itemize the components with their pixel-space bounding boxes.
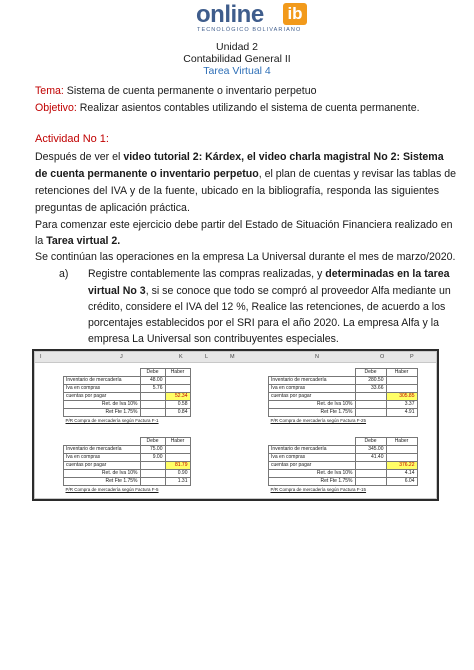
- table-cell: [140, 409, 165, 417]
- item-a-marker: a): [59, 268, 69, 280]
- col-header: M: [230, 354, 235, 360]
- table-row: [269, 377, 418, 385]
- course-title: Contabilidad General II: [183, 53, 291, 65]
- table-cell: Ret. de Iva 10%: [269, 470, 356, 478]
- table-cell: [140, 393, 165, 401]
- table-cell: [355, 470, 386, 478]
- tema-text: Sistema de cuenta permanente o inventario perpetuo: [63, 85, 317, 97]
- text-span: , el plan de cuentas y revisar las tablas de: [258, 168, 456, 180]
- table-cell: [269, 369, 356, 377]
- col-header: P: [410, 354, 414, 360]
- item-a-line4: porcentajes establecidos por el SRI para el año 2020. La empresa Alfa y la: [88, 317, 439, 329]
- text-span: , si se conoce que todo se compró al proveedor Alfa mediante un: [145, 285, 451, 297]
- journal-table: [268, 437, 418, 493]
- logo-badge: ib: [283, 3, 307, 25]
- table-cell: cuentas por pagar: [64, 462, 141, 470]
- table-cell: cuentas por pagar: [269, 462, 356, 470]
- table-cell: [386, 454, 417, 462]
- entry-note: P/R Compra de mercadería según Factura F-25: [270, 418, 367, 423]
- table-cell: 75.00: [140, 446, 165, 454]
- table-row: [64, 393, 191, 401]
- table-row: [269, 385, 418, 393]
- table-row: [64, 446, 191, 454]
- table-row: [269, 462, 418, 470]
- table-row: [269, 393, 418, 401]
- table-cell: 4.91: [386, 409, 417, 417]
- table-cell: [165, 385, 190, 393]
- table-cell: 0.58: [165, 401, 190, 409]
- table-row: [64, 486, 191, 494]
- table-cell: Haber: [386, 438, 417, 446]
- text-span: video tutorial 2: Kárdex, el video charla magistral No 2: Sistema: [123, 151, 444, 163]
- table-cell: 33.66: [355, 385, 386, 393]
- table-cell: [165, 454, 190, 462]
- item-a-line5: empresa La Universal son contribuyentes especiales.: [88, 333, 339, 345]
- table-cell: Haber: [165, 369, 190, 377]
- table-row: [64, 417, 191, 425]
- table-cell: [165, 446, 190, 454]
- table-cell: Iva en compras: [64, 385, 141, 393]
- table-cell: Debe: [140, 438, 165, 446]
- col-header: O: [380, 354, 385, 360]
- journal-entry: [63, 437, 191, 493]
- objetivo-line: [35, 101, 420, 115]
- col-header: J: [120, 354, 123, 360]
- table-cell: [140, 478, 165, 486]
- spreadsheet-image: [34, 351, 437, 499]
- table-cell: 0.84: [165, 409, 190, 417]
- table-cell: [386, 446, 417, 454]
- text-span: Tarea virtual 2.: [46, 235, 121, 247]
- para1-line2: [35, 167, 456, 181]
- table-cell: Iva en compras: [64, 454, 141, 462]
- table-cell: [386, 377, 417, 385]
- table-row: [269, 486, 418, 494]
- table-cell: Inventario de mercadería: [64, 377, 141, 385]
- table-cell: [165, 377, 190, 385]
- task-title: Tarea Virtual 4: [203, 65, 271, 77]
- logo-subtitle: TECNOLÓGICO BOLIVARIANO: [197, 27, 302, 33]
- table-row: [269, 454, 418, 462]
- table-row: [64, 385, 191, 393]
- table-cell: [269, 438, 356, 446]
- item-a-line1: [88, 267, 450, 281]
- table-row: [64, 369, 191, 377]
- col-header: N: [315, 354, 319, 360]
- table-cell: Debe: [355, 369, 386, 377]
- table-cell: [355, 393, 386, 401]
- table-cell: Debe: [355, 438, 386, 446]
- table-row: [269, 401, 418, 409]
- table-cell: [355, 409, 386, 417]
- table-row: [64, 462, 191, 470]
- table-cell: [355, 401, 386, 409]
- unit-title: Unidad 2: [215, 41, 259, 53]
- table-cell: Inventario de mercadería: [269, 446, 356, 454]
- table-cell: 0.90: [165, 470, 190, 478]
- text-span: virtual No 3: [88, 285, 146, 297]
- logo: [196, 3, 336, 35]
- table-cell: 376.22: [386, 462, 417, 470]
- table-row: [269, 409, 418, 417]
- table-cell: Haber: [165, 438, 190, 446]
- table-row: [64, 454, 191, 462]
- journal-entry: [63, 368, 191, 424]
- table-cell: [386, 385, 417, 393]
- column-headers: [35, 352, 436, 363]
- table-cell: 9.00: [140, 454, 165, 462]
- text-span: Después de ver el: [35, 151, 124, 163]
- journal-table: [268, 368, 418, 424]
- table-cell: Ret. de Iva 10%: [269, 401, 356, 409]
- entry-note: P/R Compra de mercadería según Factura F-1: [65, 418, 159, 423]
- table-cell: Iva en compras: [269, 454, 356, 462]
- table-cell: [64, 438, 141, 446]
- table-cell: [355, 478, 386, 486]
- para1-line1: [35, 150, 444, 164]
- table-cell: 305.85: [386, 393, 417, 401]
- para1-line4: preguntas de aplicación práctica.: [35, 202, 190, 214]
- text-span: la: [35, 235, 47, 247]
- para2-line2: [35, 234, 120, 248]
- col-header: L: [205, 354, 209, 360]
- table-cell: 6.04: [386, 478, 417, 486]
- table-cell: Ret Fte 1.75%: [269, 478, 356, 486]
- entry-note: P/R Compra de mercadería según Factura F-15: [270, 487, 367, 492]
- table-cell: 280.50: [355, 377, 386, 385]
- table-cell: 52.34: [165, 393, 190, 401]
- logo-wordmark: online: [196, 1, 264, 28]
- table-cell: Debe: [140, 369, 165, 377]
- journal-table: [63, 368, 191, 424]
- table-row: [269, 446, 418, 454]
- col-header: I: [40, 354, 42, 360]
- text-span: Registre contablemente las compras realizadas, y: [88, 268, 326, 280]
- table-cell: 1.31: [165, 478, 190, 486]
- table-cell: 48.00: [140, 377, 165, 385]
- table-cell: 81.79: [165, 462, 190, 470]
- table-row: [269, 369, 418, 377]
- table-cell: 3.37: [386, 401, 417, 409]
- table-cell: Inventario de mercadería: [269, 377, 356, 385]
- tema-label: Tema:: [35, 85, 64, 97]
- table-cell: [140, 401, 165, 409]
- table-cell: cuentas por pagar: [64, 393, 141, 401]
- table-cell: Ret. de Iva 10%: [64, 401, 141, 409]
- text-span: determinadas en la tarea: [325, 268, 450, 280]
- table-cell: Inventario de mercadería: [64, 446, 141, 454]
- table-row: [269, 417, 418, 425]
- table-cell: [140, 470, 165, 478]
- table-row: [64, 438, 191, 446]
- table-cell: [64, 369, 141, 377]
- para3: Se continúan las operaciones en la empresa La Universal durante el mes de marzo/2020.: [35, 251, 456, 263]
- table-cell: 41.40: [355, 454, 386, 462]
- table-row: [64, 470, 191, 478]
- table-row: [64, 401, 191, 409]
- entry-note: P/R Compra de mercadería según Factura F-5: [65, 487, 159, 492]
- journal-entry: [268, 437, 418, 493]
- table-cell: 5.76: [140, 385, 165, 393]
- tema-line: [35, 84, 317, 98]
- journal-table: [63, 437, 191, 493]
- table-cell: Ret Fte 1.75%: [64, 409, 141, 417]
- table-cell: Ret Fte 1.75%: [269, 409, 356, 417]
- table-row: [269, 438, 418, 446]
- table-cell: Iva en compras: [269, 385, 356, 393]
- objetivo-text: Realizar asientos contables utilizando el sistema de cuenta permanente.: [76, 102, 420, 114]
- para1-line3: retenciones del IVA y de la fuente, ubicado en la bibliografía, responda las siguientes: [35, 185, 439, 197]
- objetivo-label: Objetivo:: [35, 102, 77, 114]
- table-row: [64, 377, 191, 385]
- table-cell: Haber: [386, 369, 417, 377]
- table-cell: [355, 462, 386, 470]
- table-cell: 4.14: [386, 470, 417, 478]
- para2-line1: Para comenzar este ejercicio debe partir del Estado de Situación Financiera realizado en: [35, 219, 453, 231]
- table-row: [269, 478, 418, 486]
- journal-entry: [268, 368, 418, 424]
- table-cell: Ret. de Iva 10%: [64, 470, 141, 478]
- text-span: de cuenta permanente o inventario perpetuo: [35, 168, 259, 180]
- item-a-line3: crédito, considere el IVA del 12 %, Realice las retenciones, de acuerdo a los: [88, 301, 446, 313]
- table-cell: 345.00: [355, 446, 386, 454]
- table-row: [64, 409, 191, 417]
- table-row: [269, 470, 418, 478]
- col-header: K: [179, 354, 183, 360]
- item-a-line2: [88, 284, 451, 298]
- table-row: [64, 478, 191, 486]
- table-cell: cuentas por pagar: [269, 393, 356, 401]
- table-cell: Ret Fte 1.75%: [64, 478, 141, 486]
- table-cell: [140, 462, 165, 470]
- sheet-grid: [35, 363, 436, 498]
- activity-title: Actividad No 1:: [35, 133, 109, 145]
